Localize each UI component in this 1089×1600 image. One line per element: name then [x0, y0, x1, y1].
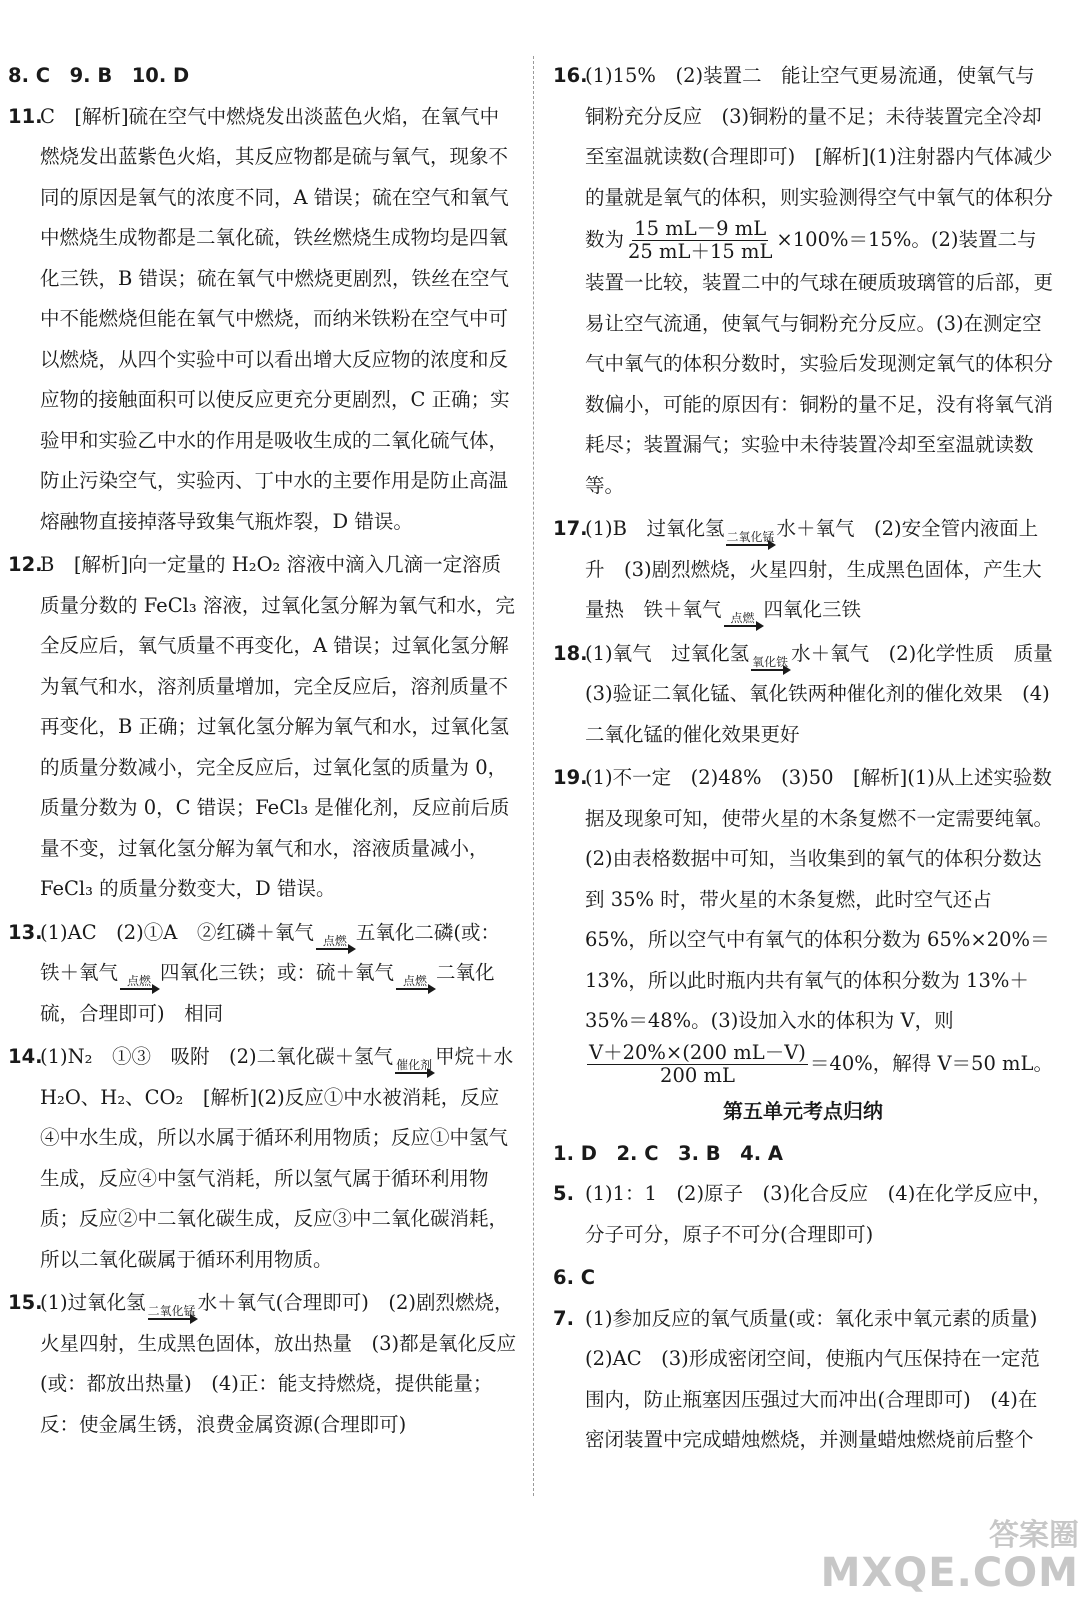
fraction-numerator: V＋20%×(200 mL－V): [589, 1040, 806, 1064]
answer-text: 二氧化硫，合理即可) 相同: [40, 961, 495, 1025]
answer-19: [553, 758, 1053, 1087]
reaction-arrow: [316, 935, 354, 950]
answer-number: 19.: [553, 766, 588, 789]
answer-text: (1)15% (2)装置二 能让空气更易流通，使氧气与铜粉充分反应 (3)铜粉的量不足；未待装置完全冷却至室温就读数(合理即可) [解析](1)注射器内气体减少的量就是氧气的体积，则实验测得空气中氧气的体积分数为: [585, 64, 1054, 251]
answer-number: 13.: [8, 920, 43, 944]
answer-17: [553, 509, 1053, 631]
answer-text: (1)N₂ ①③ 吸附 (2)二氧化碳＋氢气: [40, 1045, 394, 1068]
reaction-condition: 二氧化锰: [726, 530, 775, 544]
answer-number: 12.: [8, 553, 43, 576]
answer-15: [8, 1283, 518, 1445]
answer-12: [8, 545, 518, 910]
reaction-arrow: [726, 531, 774, 546]
answer-13: [8, 913, 518, 1035]
answer-text: 五氧化二磷(或：铁＋氧气: [40, 920, 500, 984]
reaction-condition: 点燃: [403, 974, 428, 988]
right-column: [553, 56, 1073, 1464]
answer-text: (1)B 过氧化氢: [585, 517, 725, 540]
answer-14: [8, 1037, 533, 1280]
reaction-condition: 催化剂: [396, 1058, 433, 1072]
reaction-condition: 点燃: [730, 611, 755, 625]
answer-text: 甲烷＋水 H₂O、H₂、CO₂ [解析](2)反应①中水被消耗，反应④中水生成，所以水属于循环利用物质；反应①中氢气生成，反应④中氢气消耗，所以氢气属于循环利用物质；反应②中二氧化碳生成，反应③中二氧化碳消耗，所以二氧化碳属于循环利用物质。: [40, 1045, 533, 1271]
answer-5: [553, 1174, 1053, 1255]
answer-text: (1)参加反应的氧气质量(或：氧化汞中氧元素的质量) (2)AC (3)形成密闭空间，使瓶内气压保持在一定范围内，防止瓶塞因压强过大而冲出(合理即可) (4)在密闭装置中完成蜡烛燃烧，并测量蜡烛燃烧前后整个: [585, 1306, 1057, 1451]
reaction-condition: 氧化铁: [752, 654, 789, 669]
answer-text: ×100%＝15%。(2)装置二与装置一比较，装置二中的气球在硬质玻璃管的后部，更易让空气流通，使氧气与铜粉充分反应。(3)在测定空气中氧气的体积分数时，实验后发现测定氧气的体积分数偏小，可能的原因有：铜粉的量不足，没有将氧气消耗尽；装置漏气；实验中未待装置冷却至室温就读数等。: [585, 228, 1054, 497]
site-watermark: [821, 1520, 1079, 1594]
reaction-arrow: [396, 975, 434, 990]
answer-18: [553, 634, 1073, 756]
answer-text: (1)过氧化氢: [40, 1291, 146, 1314]
answer-text: (1)1：1 (2)原子 (3)化合反应 (4)在化学反应中，分子可分，原子不可分(合理即可): [585, 1182, 1052, 1246]
answer-text: B [解析]向一定量的 H₂O₂ 溶液中滴入几滴一定溶质质量分数的 FeCl₃ 溶液，过氧化氢分解为氧气和水，完全反应后，氧气质量不再变化，A 错误；过氧化氢分解为氧气和水，溶剂质量增加，完全反应后，溶剂质量不再变化，B 正确；过氧化氢分解为氧气和水，过氧化氢的质量分数减小，完全反应后，过氧化氢的质量为 0，质量分数为 0，C 错误；FeCl₃ 是催化剂，反应前后质量不变，过氧化氢分解为氧气和水，溶液质量减小，FeCl₃ 的质量分数变大，D 错误。: [40, 553, 515, 900]
answer-number: 16.: [553, 64, 588, 87]
answers-1-4-text: 1. D 2. C 3. B 4. A: [553, 1141, 784, 1165]
reaction-arrow: [751, 656, 789, 671]
answer-text: (1)氧气 过氧化氢: [585, 641, 750, 665]
reaction-condition: 二氧化锰: [147, 1304, 196, 1318]
fraction-denominator: 25 mL＋15 mL: [628, 240, 773, 263]
answers-8-10-text: 8. C 9. B 10. D: [8, 64, 190, 87]
answer-number: 15.: [8, 1291, 43, 1314]
watermark-url: MXQE.COM: [820, 1550, 1079, 1596]
fraction: [626, 218, 774, 263]
reaction-condition: 点燃: [127, 974, 152, 988]
answers-8-10: [8, 56, 518, 97]
reaction-condition: 点燃: [322, 933, 347, 948]
answer-text: 水＋氧气 (2)化学性质 质量 (3)验证二氧化锰、氧化铁两种催化剂的催化效果 (4)二氧化锰的催化效果更好: [585, 641, 1073, 746]
answer-text: C [解析]硫在空气中燃烧发出淡蓝色火焰，在氧气中燃烧发出蓝紫色火焰，其反应物都是硫与氧气，现象不同的原因是氧气的浓度不同，A 错误；硫在空气和氧气中燃烧生成物都是二氧化硫，铁丝燃烧生成物均是四氧化三铁，B 错误；硫在氧气中燃烧更剧烈，铁丝在空气中不能燃烧但能在氧气中燃烧，而纳米铁粉在空气中可以燃烧，从四个实验中可以看出增大反应物的浓度和反应物的接触面积可以使反应更充分更剧烈，C 正确；实验甲和实验乙中水的作用是吸收生成的二氧化硫气体，防止污染空气，实验丙、丁中水的主要作用是防止高温熔融物直接掉落导致集气瓶炸裂，D 错误。: [40, 104, 510, 533]
left-column: [8, 56, 533, 1448]
reaction-arrow: [148, 1305, 196, 1320]
fraction-numerator: 15 mL－9 mL: [634, 217, 767, 240]
answer-6: [553, 1258, 1053, 1299]
answer-text: (1)AC (2)①A ②红磷＋氧气: [40, 920, 314, 944]
answer-text: 水＋氧气(合理即可) (2)剧烈燃烧，火星四射，生成黑色固体，放出热量 (3)都是氧化反应(或：都放出热量) (4)正：能支持燃烧，提供能量；反：使金属生锈，浪费金属资源(合理即可): [40, 1291, 517, 1436]
answer-text: 四氧化三铁: [763, 598, 862, 621]
answer-11: [8, 97, 518, 543]
answer-number: 11.: [8, 104, 43, 128]
answer-7: [553, 1299, 1057, 1461]
answer-text: ＝40%，解得 V＝50 mL。: [809, 1051, 1053, 1075]
answer-6-text: 6. C: [553, 1266, 596, 1289]
watermark-logo-text: 答案圈: [989, 1518, 1079, 1553]
fraction: [587, 1042, 808, 1087]
answer-number: 5.: [553, 1182, 574, 1205]
reaction-arrow: [395, 1059, 433, 1074]
answer-16: [553, 56, 1053, 506]
fraction-denominator: 200 mL: [660, 1063, 735, 1087]
answer-text: 水＋氧气 (2)安全管内液面上升 (3)剧烈燃烧，火星四射，生成黑色固体，产生大量热 铁＋氧气: [585, 517, 1042, 621]
answer-text: 四氧化三铁；或：硫＋氧气: [160, 961, 395, 984]
answer-text: (1)不一定 (2)48% (3)50 [解析](1)从上述实验数据及现象可知，使带火星的木条复燃不一定需要纯氧。(2)由表格数据中可知，当收集到的氧气的体积分数达到 35% 时，带火星的木条复燃，此时空气还占 65%，所以空气中有氧气的体积分数为 65%×20%＝13%，所以此时瓶内共有氧气的体积分数为 13%＋35%＝48%。(3)设加入水的体积为 V，则: [585, 766, 1054, 1032]
column-divider: [533, 56, 534, 1496]
answer-number: 18.: [553, 641, 588, 665]
section-heading: 第五单元考点归纳: [723, 1098, 883, 1123]
answer-number: 7.: [553, 1306, 574, 1330]
answer-number: 17.: [553, 517, 588, 540]
reaction-arrow: [724, 612, 762, 627]
reaction-arrow: [120, 975, 158, 990]
answer-number: 14.: [8, 1045, 43, 1068]
answers-1-4: [553, 1134, 1053, 1175]
